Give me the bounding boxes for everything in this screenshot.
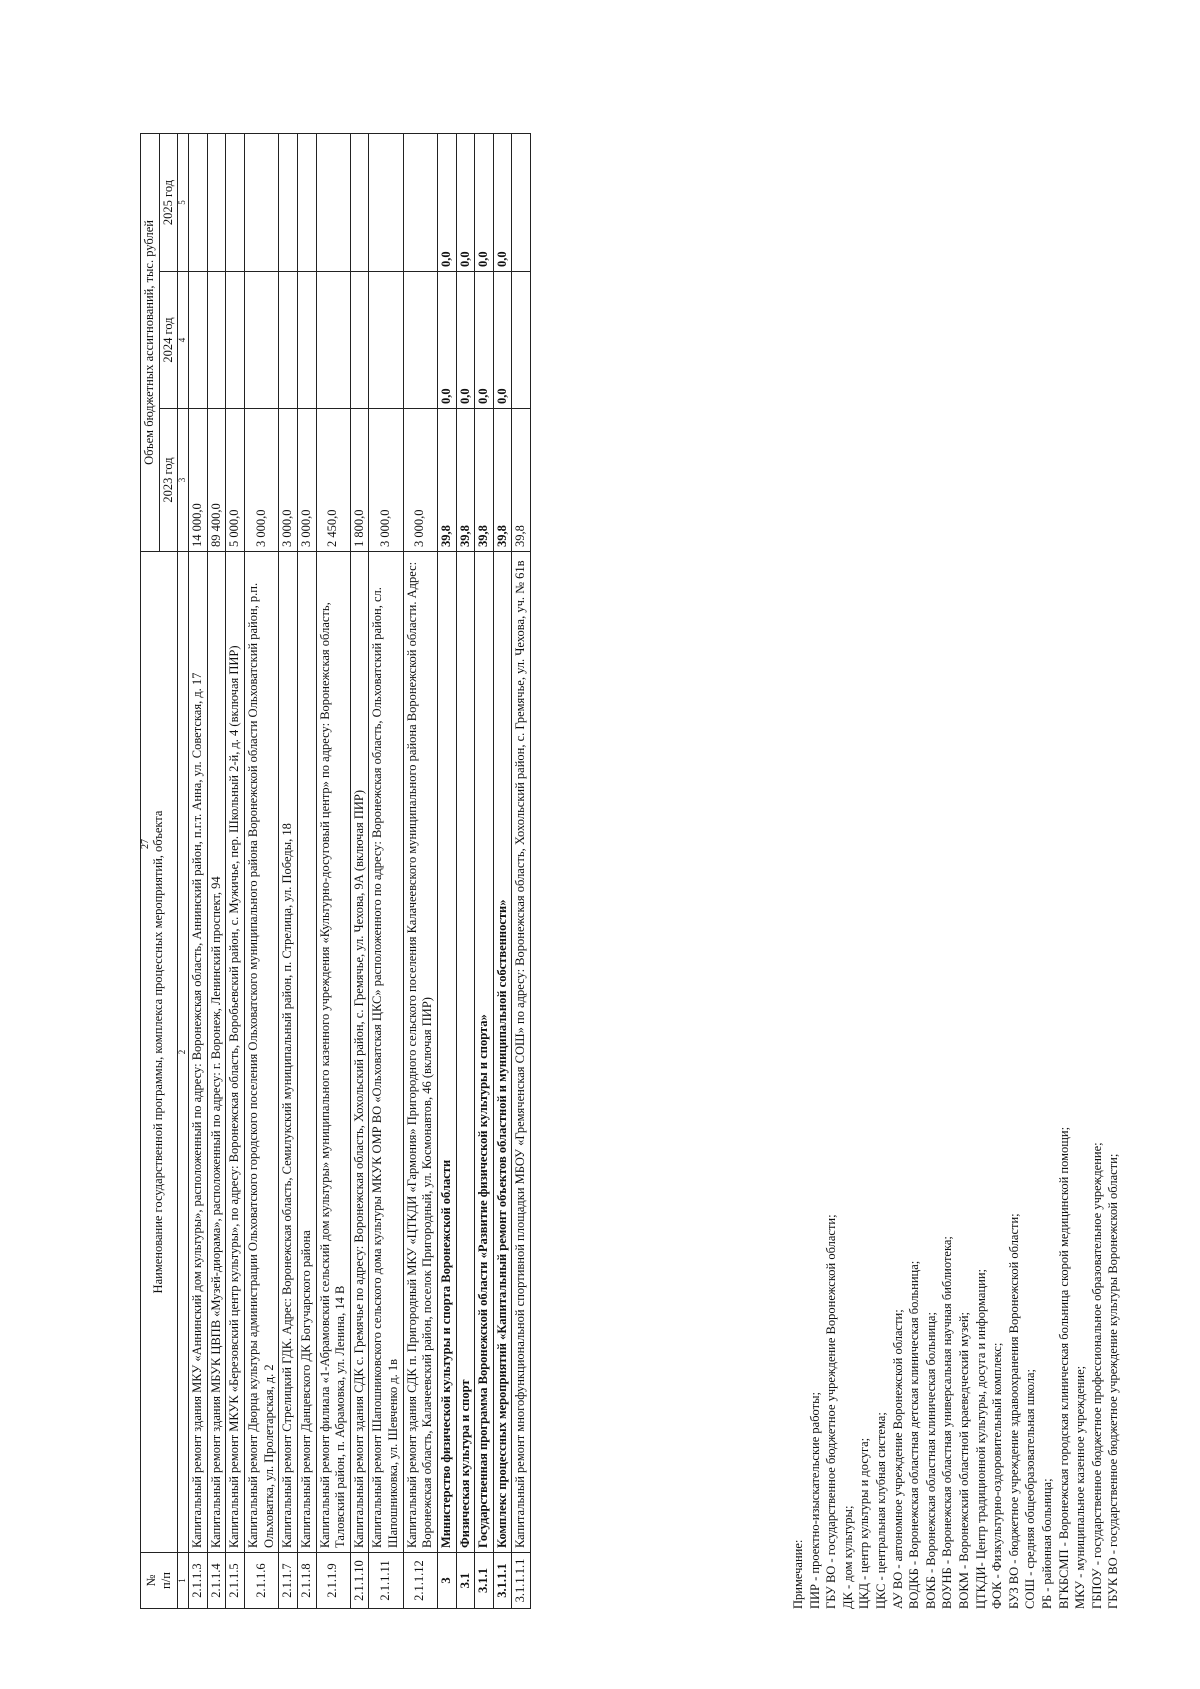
header-num: № п/п bbox=[141, 1553, 178, 1609]
row-value-2023: 3 000,0 bbox=[403, 409, 437, 552]
row-name: Капитальный ремонт здания МБУК ЦВПВ «Музей-диорама», расположенный по адресу: г. Воронеж, Ленинский проспект, 94 bbox=[207, 552, 226, 1553]
row-value-2024: 0,0 bbox=[456, 272, 475, 409]
table-body bbox=[189, 133, 531, 1608]
row-name: Капитальный ремонт здания МКУ «Аннинский дом культуры», расположенный по адресу: Воронежская область, Аннинский район, п.г.т. Анна, ул. Советская, д. 17 bbox=[189, 552, 208, 1553]
row-number: 2.1.1.8 bbox=[297, 1553, 316, 1609]
row-value-2024 bbox=[279, 272, 298, 409]
row-number: 2.1.1.7 bbox=[279, 1553, 298, 1609]
row-number: 2.1.1.9 bbox=[316, 1553, 350, 1609]
table-row bbox=[403, 133, 437, 1608]
row-value-2023: 3 000,0 bbox=[297, 409, 316, 552]
row-value-2023: 39,8 bbox=[475, 409, 494, 552]
note-item: ВГКБСМП - Воронежская городская клиническая больница скорой медицинской помощи; bbox=[1056, 1126, 1071, 1609]
row-number: 2.1.1.5 bbox=[226, 1553, 245, 1609]
note-item: ВОУНБ - Воронежская областная универсальная научная библиотека; bbox=[940, 1236, 955, 1609]
table-row bbox=[297, 133, 316, 1608]
row-value-2025 bbox=[279, 133, 298, 271]
row-value-2024 bbox=[316, 272, 350, 409]
row-value-2024 bbox=[297, 272, 316, 409]
row-number: 3.1.1 bbox=[475, 1553, 494, 1609]
note-item: ВОДКБ - Воронежская областная детская клиническая больница; bbox=[907, 1260, 922, 1609]
col-index-2: 2 bbox=[178, 552, 189, 1553]
row-value-2024 bbox=[226, 272, 245, 409]
row-number: 2.1.1.11 bbox=[369, 1553, 403, 1609]
table-row bbox=[226, 133, 245, 1608]
row-value-2025 bbox=[350, 133, 369, 271]
note-item: МКУ - муниципальное казенное учреждение; bbox=[1073, 1365, 1088, 1609]
row-value-2025 bbox=[512, 133, 531, 271]
column-index-row bbox=[178, 133, 189, 1608]
row-value-2023: 3 000,0 bbox=[279, 409, 298, 552]
table-row bbox=[437, 133, 456, 1608]
header-name: Наименование государственной программы, комплекса процессных мероприятий, объекта bbox=[141, 552, 178, 1553]
row-number: 2.1.1.6 bbox=[245, 1553, 279, 1609]
col-index-5: 5 bbox=[178, 133, 189, 271]
note-item: ГБУ ВО - государственное бюджетное учреждение Воронежской области; bbox=[824, 1214, 839, 1609]
row-value-2023: 39,8 bbox=[512, 409, 531, 552]
row-value-2025 bbox=[369, 133, 403, 271]
row-value-2025 bbox=[226, 133, 245, 271]
row-value-2023: 5 000,0 bbox=[226, 409, 245, 552]
row-value-2025 bbox=[316, 133, 350, 271]
note-item: АУ ВО - автономное учреждение Воронежской области; bbox=[890, 1309, 905, 1609]
table-row bbox=[189, 133, 208, 1608]
notes-section bbox=[790, 159, 1122, 1609]
row-number: 3.1.1.1 bbox=[493, 1553, 512, 1609]
notes-list bbox=[807, 159, 1122, 1609]
row-number: 3.1.1.1.1 bbox=[512, 1553, 531, 1609]
row-value-2024 bbox=[512, 272, 531, 409]
row-number: 2.1.1.10 bbox=[350, 1553, 369, 1609]
row-value-2025: 0,0 bbox=[456, 133, 475, 271]
row-value-2024 bbox=[207, 272, 226, 409]
row-value-2024: 0,0 bbox=[475, 272, 494, 409]
note-item: ЦТКДИ- Центр традиционной культуры, досуга и информации; bbox=[973, 1268, 988, 1609]
table-row bbox=[493, 133, 512, 1608]
note-item: ГБУК ВО - государственное бюджетное учреждение культуры Воронежской области; bbox=[1106, 1153, 1121, 1609]
row-value-2024 bbox=[245, 272, 279, 409]
note-item: СОШ - средняя общеобразовательная школа; bbox=[1023, 1369, 1038, 1609]
header-year-2025: 2025 год bbox=[159, 133, 178, 271]
note-item: БУЗ ВО - бюджетное учреждение здравоохранения Воронежской области; bbox=[1006, 1213, 1021, 1609]
note-item: ЦКС - центральная клубная система; bbox=[873, 1412, 888, 1609]
row-value-2024 bbox=[350, 272, 369, 409]
row-value-2023: 1 800,0 bbox=[350, 409, 369, 552]
row-number: 2.1.1.12 bbox=[403, 1553, 437, 1609]
row-value-2023: 39,8 bbox=[456, 409, 475, 552]
table-row bbox=[207, 133, 226, 1608]
budget-table bbox=[140, 133, 531, 1609]
col-index-4: 4 bbox=[178, 272, 189, 409]
row-value-2023: 39,8 bbox=[437, 409, 456, 552]
row-value-2023: 39,8 bbox=[493, 409, 512, 552]
row-value-2023: 14 000,0 bbox=[189, 409, 208, 552]
table-row bbox=[316, 133, 350, 1608]
header-row bbox=[141, 133, 160, 1608]
table-row bbox=[456, 133, 475, 1608]
row-name: Комплекс процессных мероприятий «Капитальный ремонт объектов областной и муниципальной собственности» bbox=[493, 552, 512, 1553]
row-value-2025 bbox=[403, 133, 437, 271]
row-name: Капитальный ремонт Шапошниковского сельского дома культуры МКУК ОМР ВО «Ольховатская ЦКС» расположенного по адресу: Воронежская область, Ольховатский район, сл. Шапошниковка, ул. Шевченко д. 1в bbox=[369, 552, 403, 1553]
row-name: Капитальный ремонт Стрелицкий ГДК. Адрес: Воронежская область, Семилукский муниципальный район, п. Стрелица, ул. Победы, 18 bbox=[279, 552, 298, 1553]
row-number: 2.1.1.3 bbox=[189, 1553, 208, 1609]
row-value-2024: 0,0 bbox=[493, 272, 512, 409]
row-value-2025 bbox=[189, 133, 208, 271]
row-value-2023: 3 000,0 bbox=[369, 409, 403, 552]
row-value-2025 bbox=[245, 133, 279, 271]
row-value-2025: 0,0 bbox=[493, 133, 512, 271]
table-row bbox=[512, 133, 531, 1608]
row-value-2025: 0,0 bbox=[475, 133, 494, 271]
header-year-2023: 2023 год bbox=[159, 409, 178, 552]
row-name: Капитальный ремонт Дворца культуры администрации Ольховатского городского поселения Ольховатского муниципального района Воронежской области Ольховатский район, р.п. Ольховатка, ул. Пролетарская, д. 2 bbox=[245, 552, 279, 1553]
row-value-2024 bbox=[369, 272, 403, 409]
col-index-3: 3 bbox=[178, 409, 189, 552]
note-item: ВОКБ - Воронежская областная клиническая больница; bbox=[923, 1312, 938, 1609]
table-row bbox=[279, 133, 298, 1608]
row-value-2025: 0,0 bbox=[437, 133, 456, 271]
row-name: Физическая культура и спорт bbox=[456, 552, 475, 1553]
header-volume: Объем бюджетных ассигнований, тыс. рублей bbox=[141, 133, 160, 551]
table-row bbox=[369, 133, 403, 1608]
row-name: Капитальный ремонт здания СДК п. Пригородный МКУ «ЦТКДИ «Гармония» Пригородного сельского поселения Калачеевского муниципального района Воронежской области. Адрес: Воронежская область, Калачеевский район, поселок Пригородный, ул. Космонавтов, 46 (включая ПИР) bbox=[403, 552, 437, 1553]
note-item: ПИР - проектно-изыскательские работы; bbox=[807, 1392, 822, 1609]
row-name: Капитальный ремонт филиала «1-Абрамовский сельский дом культуры» муниципального казенного учреждения «Культурно-досуговый центр» по адресу: Воронежская область, Таловский район, п. Абрамовка, ул. Ленина, 14 В bbox=[316, 552, 350, 1553]
note-item: ФОК - Физкультурно-оздоровительный комплекс; bbox=[990, 1342, 1005, 1609]
notes-title: Примечание: bbox=[791, 1539, 805, 1609]
row-value-2023: 2 450,0 bbox=[316, 409, 350, 552]
row-name: Капитальный ремонт МКУК «Березовский центр культуры», по адресу: Воронежская область, Воробьевский район, с. Мужичье, пер. Школьный 2-й, д. 4 (включая ПИР) bbox=[226, 552, 245, 1553]
note-item: ВОКМ - Воронежский областной краеведческий музей; bbox=[956, 1311, 971, 1609]
table-row bbox=[350, 133, 369, 1608]
page-number: 27 bbox=[140, 839, 151, 849]
row-name: Министерство физической культуры и спорта Воронежской области bbox=[437, 552, 456, 1553]
row-value-2025 bbox=[207, 133, 226, 271]
row-number: 3 bbox=[437, 1553, 456, 1609]
table-row bbox=[475, 133, 494, 1608]
table-row bbox=[245, 133, 279, 1608]
row-name: Капитальный ремонт здания СДК с. Гремячье по адресу: Воронежская область, Хохольский район, с. Гремячье, ул. Чехова, 9А (включая ПИР) bbox=[350, 552, 369, 1553]
note-item: ЦКД - центр культуры и досуга; bbox=[857, 1437, 872, 1609]
note-item: ГБПОУ - государственное бюджетное профессиональное образовательное учреждение; bbox=[1089, 1142, 1104, 1609]
header-year-2024: 2024 год bbox=[159, 272, 178, 409]
row-value-2024: 0,0 bbox=[437, 272, 456, 409]
row-name: Капитальный ремонт многофункциональной спортивной площадки МБОУ «Гремяченская СОШ» по адресу: Воронежская область, Хохольский район, с. Гремячье, ул. Чехова, уч. № 61в bbox=[512, 552, 531, 1553]
row-value-2023: 3 000,0 bbox=[245, 409, 279, 552]
row-value-2023: 89 400,0 bbox=[207, 409, 226, 552]
row-number: 2.1.1.4 bbox=[207, 1553, 226, 1609]
row-name: Государственная программа Воронежской области «Развитие физической культуры и спорта» bbox=[475, 552, 494, 1553]
note-item: ДК - дом культуры; bbox=[840, 1505, 855, 1609]
row-name: Капитальный ремонт Данцевского ДК Богучарского района bbox=[297, 552, 316, 1553]
row-number: 3.1 bbox=[456, 1553, 475, 1609]
note-item: РБ - районная больница; bbox=[1039, 1478, 1054, 1609]
row-value-2025 bbox=[297, 133, 316, 271]
col-index-1: 1 bbox=[178, 1553, 189, 1609]
row-value-2024 bbox=[189, 272, 208, 409]
row-value-2024 bbox=[403, 272, 437, 409]
